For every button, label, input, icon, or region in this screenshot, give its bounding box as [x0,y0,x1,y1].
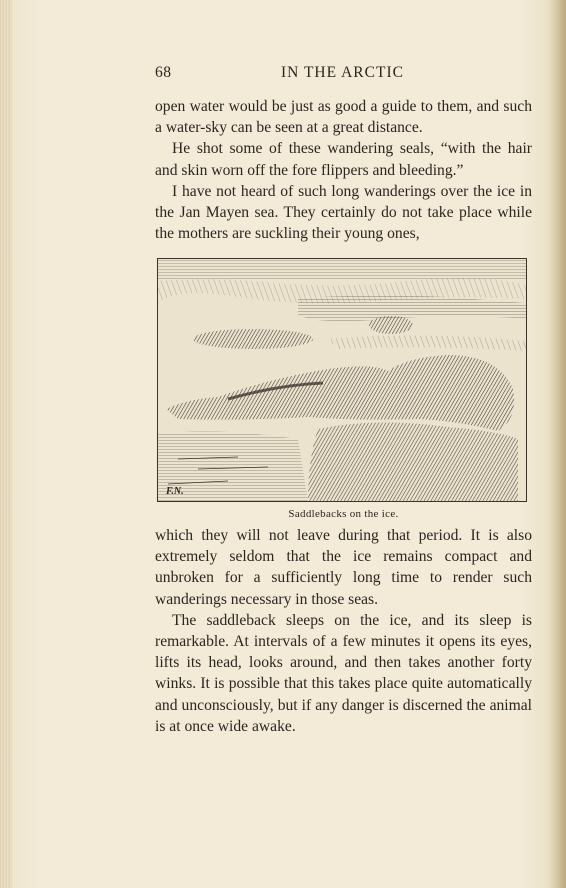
paragraph: He shot some of these wandering seals, “with the hair and skin worn off the fore flippers and bleeding.” [155,140,532,179]
seal-midground-right [369,316,413,334]
sky-hatching [158,259,526,279]
paragraph: The saddleback sleeps on the ice, and its sleep is remarkable. At intervals of a few minutes it opens its eyes, lifts its head, looks around, and then takes another forty winks. It is possible that this takes place quite automatically and unconsciously, but if any danger is discerned the animal is at once wide awake. [155,611,532,735]
main-seal-body [166,355,514,431]
paragraph: I have not heard of such long wanderings over the ice in the Jan Mayen sea. They certainly do not take place while the mothers are suckling their young ones, [155,182,532,243]
running-head [155,64,530,84]
book-gutter [0,0,12,888]
figure-caption: Saddlebacks on the ice. [288,508,399,520]
distant-ice [298,295,526,321]
illustration-saddlebacks [157,258,527,502]
body-text-top [155,96,532,244]
artist-monogram: F.N. [166,486,184,497]
foreground-ice-block [308,422,518,501]
paragraph: open water would be just as good a guide to them, and such a water-sky can be seen at a great distance. [155,98,532,137]
seal-engraving [158,259,526,501]
mid-ice-edge [328,335,526,351]
seal-midground-left [193,329,313,349]
body-text-bottom [155,525,532,737]
paragraph: which they will not leave during that period. It is also extremely seldom that the ice remains compact and unbroken for a sufficiently long time to render such wanderings necessary in those seas. [155,527,532,608]
page-number: 68 [155,64,172,81]
running-title: IN THE ARCTIC [281,64,404,81]
